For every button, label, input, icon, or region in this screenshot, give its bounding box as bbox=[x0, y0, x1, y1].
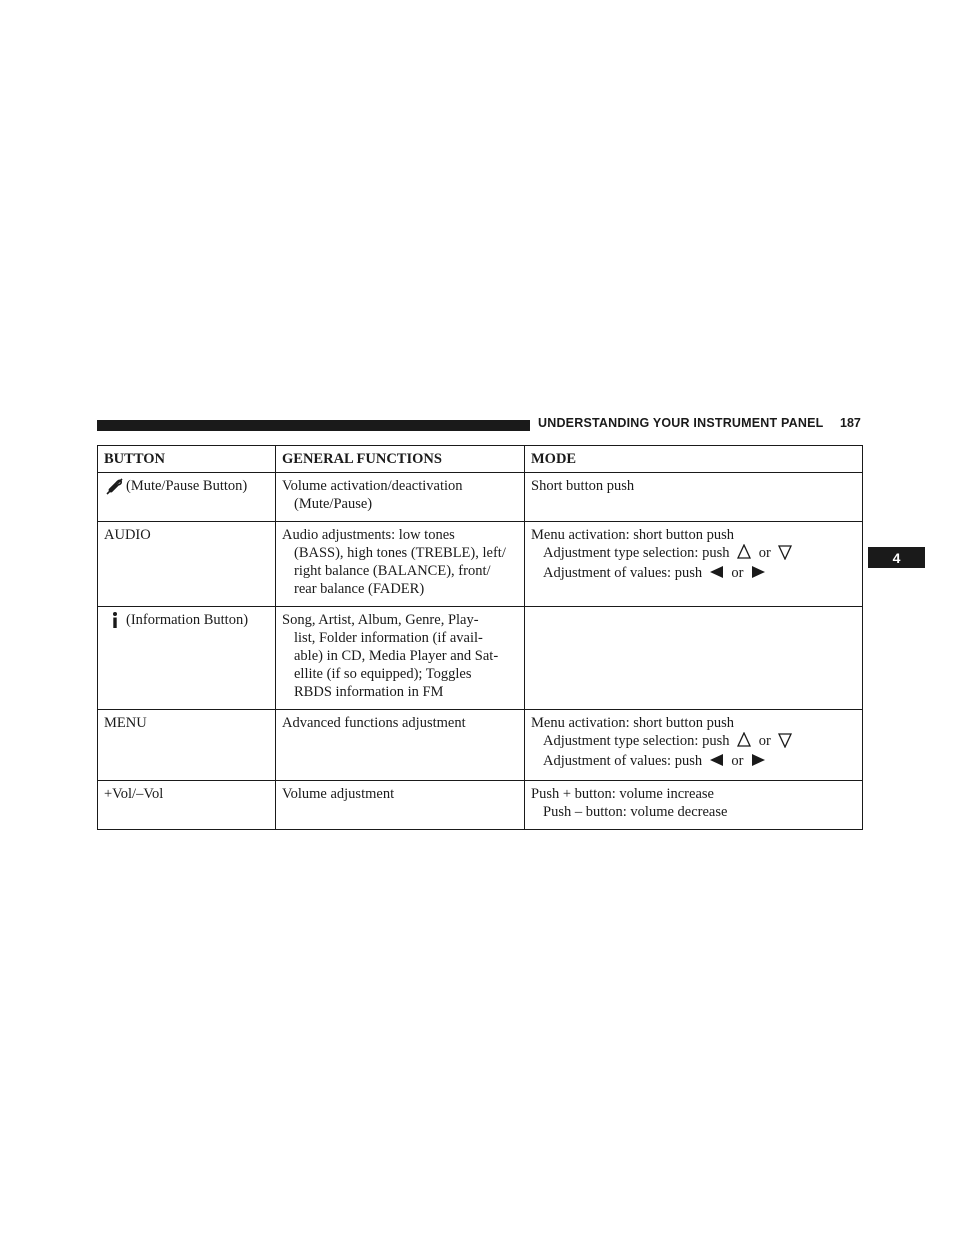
left-arrow-icon bbox=[708, 564, 726, 580]
functions-line: rear balance (FADER) bbox=[294, 581, 425, 597]
mode-text: Adjustment of values: push bbox=[543, 753, 703, 769]
functions-line: (Mute/Pause) bbox=[294, 496, 373, 512]
button-name: +Vol/–Vol bbox=[104, 786, 164, 802]
mode-cell bbox=[525, 473, 863, 522]
functions-line: Volume adjustment bbox=[282, 786, 395, 802]
button-functions-table bbox=[97, 445, 863, 830]
mode-cell bbox=[525, 522, 863, 607]
functions-cell bbox=[276, 522, 525, 607]
mode-line bbox=[531, 752, 856, 772]
functions-line: right balance (BALANCE), front/ bbox=[294, 563, 491, 579]
up-arrow-icon bbox=[735, 544, 753, 560]
mode-text: or bbox=[731, 565, 744, 581]
mode-line bbox=[531, 732, 856, 750]
functions-line: ellite (if so equipped); Toggles bbox=[294, 666, 472, 682]
button-cell bbox=[98, 710, 276, 781]
column-header-button: BUTTON bbox=[98, 446, 276, 473]
left-arrow-icon bbox=[708, 752, 726, 768]
button-cell bbox=[98, 781, 276, 830]
mode-cell bbox=[525, 781, 863, 830]
down-arrow-icon bbox=[776, 544, 794, 560]
right-arrow-icon bbox=[749, 752, 767, 768]
functions-cell bbox=[276, 607, 525, 710]
functions-cell bbox=[276, 710, 525, 781]
up-arrow-icon bbox=[735, 732, 753, 748]
mode-cell bbox=[525, 710, 863, 781]
mode-text: or bbox=[731, 753, 744, 769]
table-row bbox=[98, 473, 863, 522]
mode-line bbox=[531, 564, 856, 584]
functions-line: list, Folder information (if avail- bbox=[294, 630, 483, 646]
button-name: (Mute/Pause Button) bbox=[126, 478, 248, 494]
button-cell bbox=[98, 473, 276, 522]
functions-line: Advanced functions adjustment bbox=[282, 715, 466, 731]
mode-line: Push – button: volume decrease bbox=[543, 804, 728, 820]
functions-line: RBDS information in FM bbox=[294, 684, 444, 700]
mode-text: Adjustment type selection: push bbox=[543, 733, 730, 749]
down-arrow-icon bbox=[776, 732, 794, 748]
button-name: AUDIO bbox=[104, 527, 151, 543]
mode-text: or bbox=[758, 733, 771, 749]
functions-line: Audio adjustments: low tones bbox=[282, 527, 455, 543]
functions-line: Volume activation/deactivation bbox=[282, 478, 463, 494]
mode-line: Push + button: volume increase bbox=[531, 786, 714, 802]
page-number: 187 bbox=[840, 416, 861, 430]
table-header-row bbox=[98, 446, 863, 473]
table-row bbox=[98, 522, 863, 607]
mode-line bbox=[531, 544, 856, 562]
button-cell bbox=[98, 607, 276, 710]
button-cell bbox=[98, 522, 276, 607]
mode-line: Menu activation: short button push bbox=[531, 527, 734, 543]
mode-cell bbox=[525, 607, 863, 710]
functions-cell bbox=[276, 473, 525, 522]
column-header-mode: MODE bbox=[525, 446, 863, 473]
functions-line: (BASS), high tones (TREBLE), left/ bbox=[294, 545, 506, 561]
header-rule bbox=[97, 420, 530, 431]
mute-icon bbox=[104, 477, 126, 495]
right-arrow-icon bbox=[749, 564, 767, 580]
mode-text: Adjustment type selection: push bbox=[543, 545, 730, 561]
table-row bbox=[98, 607, 863, 710]
column-header-general-functions: GENERAL FUNCTIONS bbox=[276, 446, 525, 473]
mode-text: Adjustment of values: push bbox=[543, 565, 703, 581]
table-row bbox=[98, 781, 863, 830]
functions-line: able) in CD, Media Player and Sat- bbox=[294, 648, 499, 664]
button-name: (Information Button) bbox=[126, 612, 249, 628]
functions-cell bbox=[276, 781, 525, 830]
button-name: MENU bbox=[104, 715, 147, 731]
table-row bbox=[98, 710, 863, 781]
section-title: UNDERSTANDING YOUR INSTRUMENT PANEL bbox=[538, 416, 824, 430]
mode-text: or bbox=[758, 545, 771, 561]
chapter-tab: 4 bbox=[868, 547, 925, 568]
mode-line: Menu activation: short button push bbox=[531, 715, 734, 731]
functions-line: Song, Artist, Album, Genre, Play- bbox=[282, 612, 479, 628]
info-icon bbox=[104, 611, 126, 629]
mode-line: Short button push bbox=[531, 478, 635, 494]
